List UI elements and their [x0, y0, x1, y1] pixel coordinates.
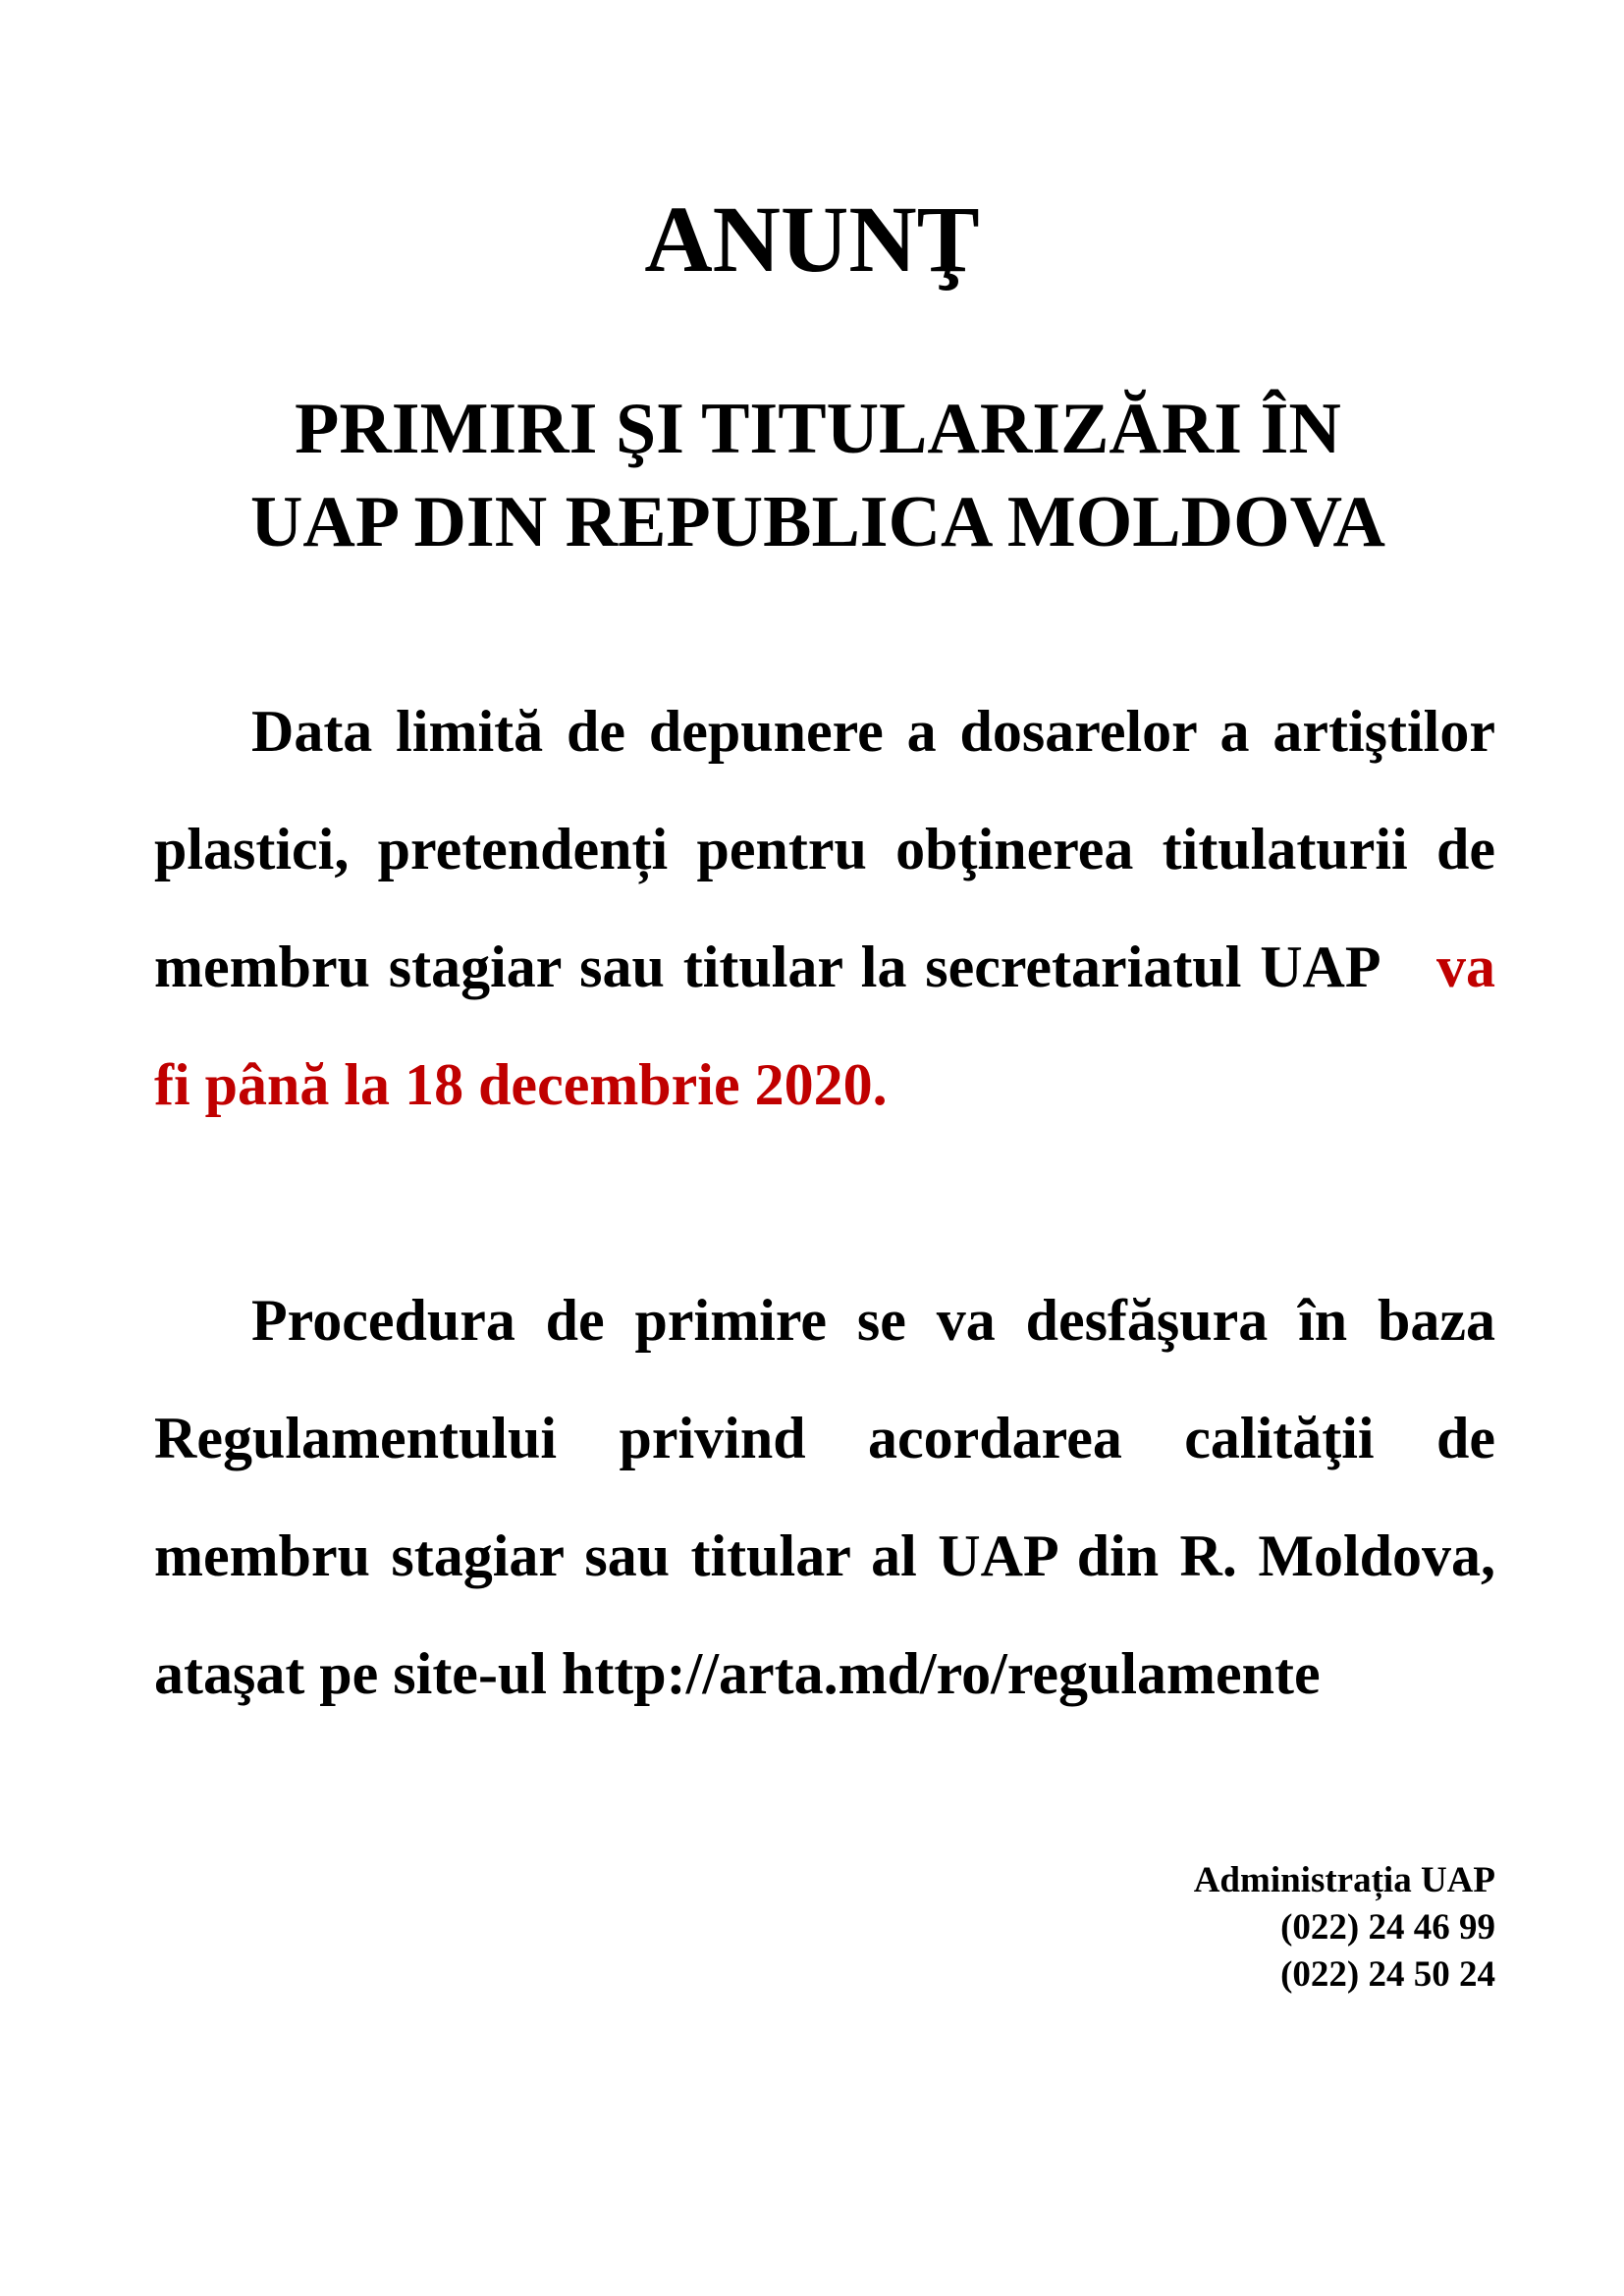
page-title: ANUNŢ: [644, 187, 980, 292]
regulations-link[interactable]: http://arta.md/ro/regulamente: [561, 1641, 1321, 1706]
deadline-highlight: va fi până la: [154, 934, 1496, 1117]
procedure-text: Procedura de primire se va desfăşura în baza Regulamentului privind acordarea calităţii de membru stagiar sau titular al UAP din R. Moldova, ataşat pe site-ul: [154, 1288, 1495, 1706]
contact-phone-2: (022) 24 50 24: [1280, 1954, 1495, 1995]
contact-block: [1194, 1857, 1495, 1999]
contact-org: Administrația UAP: [1193, 1860, 1495, 1900]
deadline-text: Data limită de depunere a dosarelor a artiştilor plastici, pretendenți pentru obţinerea titulaturii de membru stagiar sau titular la secretariatul UAP: [154, 699, 1495, 999]
subtitle-line-1: PRIMIRI ŞI TITULARIZĂRI ÎN: [295, 389, 1341, 469]
procedure-paragraph: [154, 1261, 1495, 1733]
page-subtitle: [147, 383, 1489, 569]
deadline-paragraph: [154, 672, 1495, 1144]
subtitle-line-2: UAP DIN REPUBLICA MOLDOVA: [249, 482, 1386, 562]
deadline-date: 18 decembrie 2020.: [405, 1052, 888, 1117]
contact-phone-1: (022) 24 46 99: [1280, 1907, 1495, 1948]
